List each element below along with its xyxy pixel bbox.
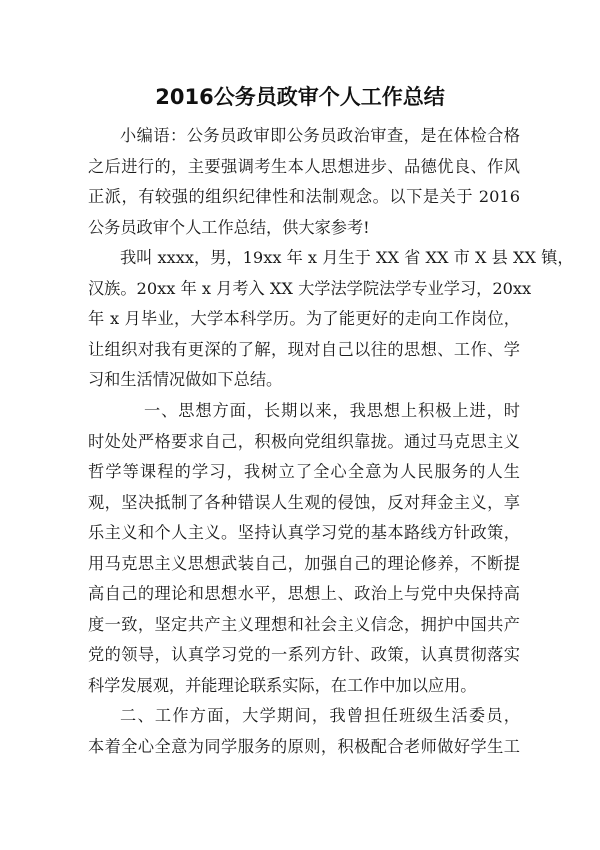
text-line: 党的领导，认真学习党的一系列方针、政策，认真贯彻落实: [88, 645, 520, 664]
text-line: 用马克思主义思想武装自己，加强自己的理论修养，不断提: [88, 553, 520, 573]
text-line: 本着全心全意为同学服务的原则，积极配合老师做好学生工: [88, 736, 520, 756]
text-line: 我叫 xxxx，男，19xx 年 x 月生于 XX 省 XX 市 X 县 XX 镇，: [120, 248, 574, 267]
text-line: 乐主义和个人主义。坚持认真学习党的基本路线方针政策，: [88, 523, 520, 542]
document-title: 2016公务员政审个人工作总结: [155, 85, 445, 109]
paragraph-personal-info: [88, 243, 574, 396]
text-line: 公务员政审个人工作总结，供大家参考!: [88, 217, 370, 237]
text-line: 小编语：公务员政审即公务员政治审查，是在体检合格: [120, 126, 520, 145]
text-line: 之后进行的，主要强调考生本人思想进步、品德优良、作风: [88, 156, 520, 176]
text-line: 二、工作方面，大学期间，我曾担任班级生活委员，: [120, 706, 520, 725]
paragraph-work: [88, 701, 520, 762]
text-line: 哲学等课程的学习，我树立了全心全意为人民服务的人生: [88, 462, 520, 481]
text-line: 一、思想方面，长期以来，我思想上积极上进，时: [144, 401, 520, 420]
text-line: 汉族。20xx 年 x 月考入 XX 大学法学院法学专业学习，20xx: [88, 278, 532, 298]
paragraph-ideology: [88, 396, 520, 701]
paragraph-intro: [88, 121, 520, 243]
text-line: 习和生活情况做如下总结。: [88, 370, 283, 389]
text-line: 度一致，坚定共产主义理想和社会主义信念，拥护中国共产: [88, 614, 520, 634]
text-line: 科学发展观，并能理论联系实际，在工作中加以应用。: [88, 675, 477, 695]
text-line: 观，坚决抵制了各种错误人生观的侵蚀，反对拜金主义，享: [88, 492, 520, 512]
text-line: 让组织对我有更深的了解，现对自己以往的思想、工作、学: [88, 339, 520, 359]
text-line: 时处处严格要求自己，积极向党组织靠拢。通过马克思主义: [88, 431, 520, 451]
text-line: 正派，有较强的组织纪律性和法制观念。以下是关于 2016: [88, 187, 520, 206]
text-line: 高自己的理论和思想水平，思想上、政治上与党中央保持高: [88, 584, 520, 603]
text-line: 年 x 月毕业，大学本科学历。为了能更好的走向工作岗位，: [88, 309, 520, 328]
